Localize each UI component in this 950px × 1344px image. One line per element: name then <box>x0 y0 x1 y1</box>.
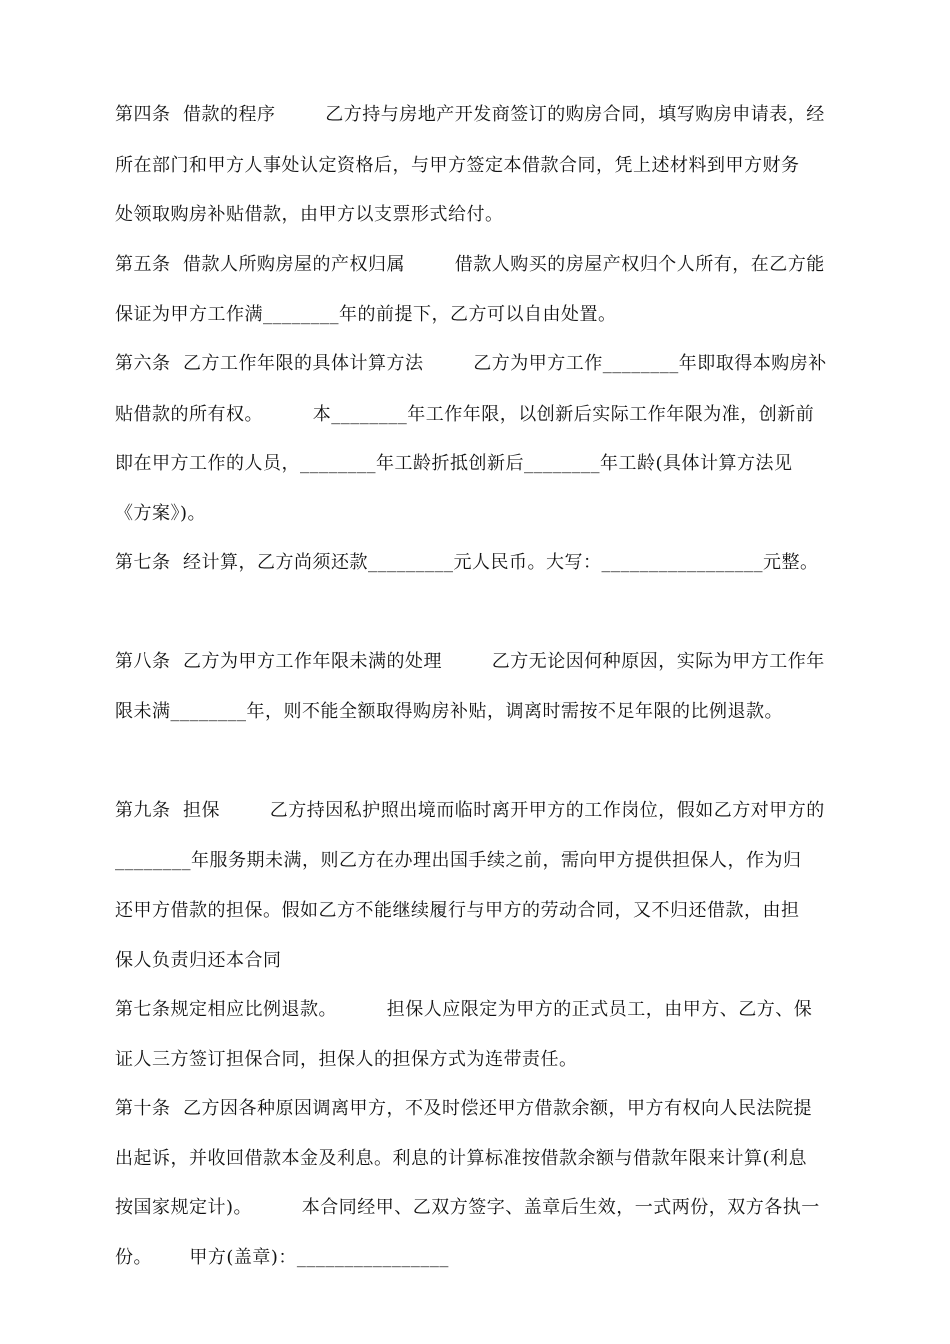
text-line: 限未满________年，则不能全额取得购房补贴，调离时需按不足年限的比例退款。 <box>115 701 783 722</box>
text-line: ________年服务期未满，则乙方在办理出国手续之前，需向甲方提供担保人，作为归 <box>115 850 802 871</box>
text-line: 《方案》)。 <box>115 503 207 524</box>
text-line-article-6: 第六条 乙方工作年限的具体计算方法 乙方为甲方工作________年即取得本购房补 <box>115 353 827 374</box>
text-line: 处领取购房补贴借款，由甲方以支票形式给付。 <box>115 204 504 225</box>
text-line: 第七条规定相应比例退款。 担保人应限定为甲方的正式员工，由甲方、乙方、保 <box>115 999 813 1020</box>
text-line-article-4: 第四条 借款的程序 乙方持与房地产开发商签订的购房合同，填写购房申请表，经 <box>115 104 825 125</box>
text-line-article-8: 第八条 乙方为甲方工作年限未满的处理 乙方无论因何种原因，实际为甲方工作年 <box>115 651 825 672</box>
text-line: 还甲方借款的担保。假如乙方不能继续履行与甲方的劳动合同，又不归还借款，由担 <box>115 900 800 921</box>
text-line-article-5: 第五条 借款人所购房屋的产权归属 借款人购买的房屋产权归个人所有，在乙方能 <box>115 254 825 275</box>
text-line: 所在部门和甲方人事处认定资格后，与甲方签定本借款合同，凭上述材料到甲方财务 <box>115 155 800 176</box>
text-line-article-9: 第九条 担保 乙方持因私护照出境而临时离开甲方的工作岗位，假如乙方对甲方的 <box>115 800 825 821</box>
text-line: 出起诉，并收回借款本金及利息。利息的计算标准按借款余额与借款年限来计算(利息 <box>115 1148 808 1169</box>
text-line: 贴借款的所有权。 本________年工作年限，以创新后实际工作年限为准，创新前 <box>115 404 815 425</box>
text-line-article-7: 第七条 经计算，乙方尚须还款_________元人民币。大写：_________________元整。 <box>115 552 819 573</box>
text-line: 保人负责归还本合同 <box>115 950 282 971</box>
text-line: 即在甲方工作的人员，________年工龄折抵创新后________年工龄(具体计算方法见 <box>115 453 793 474</box>
text-line-signature: 份。 甲方(盖章)：________________ <box>115 1247 449 1268</box>
text-line: 按国家规定计)。 本合同经甲、乙双方签字、盖章后生效，一式两份，双方各执一 <box>115 1197 820 1218</box>
text-line: 证人三方签订担保合同，担保人的担保方式为连带责任。 <box>115 1049 578 1070</box>
text-line: 保证为甲方工作满________年的前提下，乙方可以自由处置。 <box>115 304 617 325</box>
text-line-article-10: 第十条 乙方因各种原因调离甲方，不及时偿还甲方借款余额，甲方有权向人民法院提 <box>115 1098 812 1119</box>
